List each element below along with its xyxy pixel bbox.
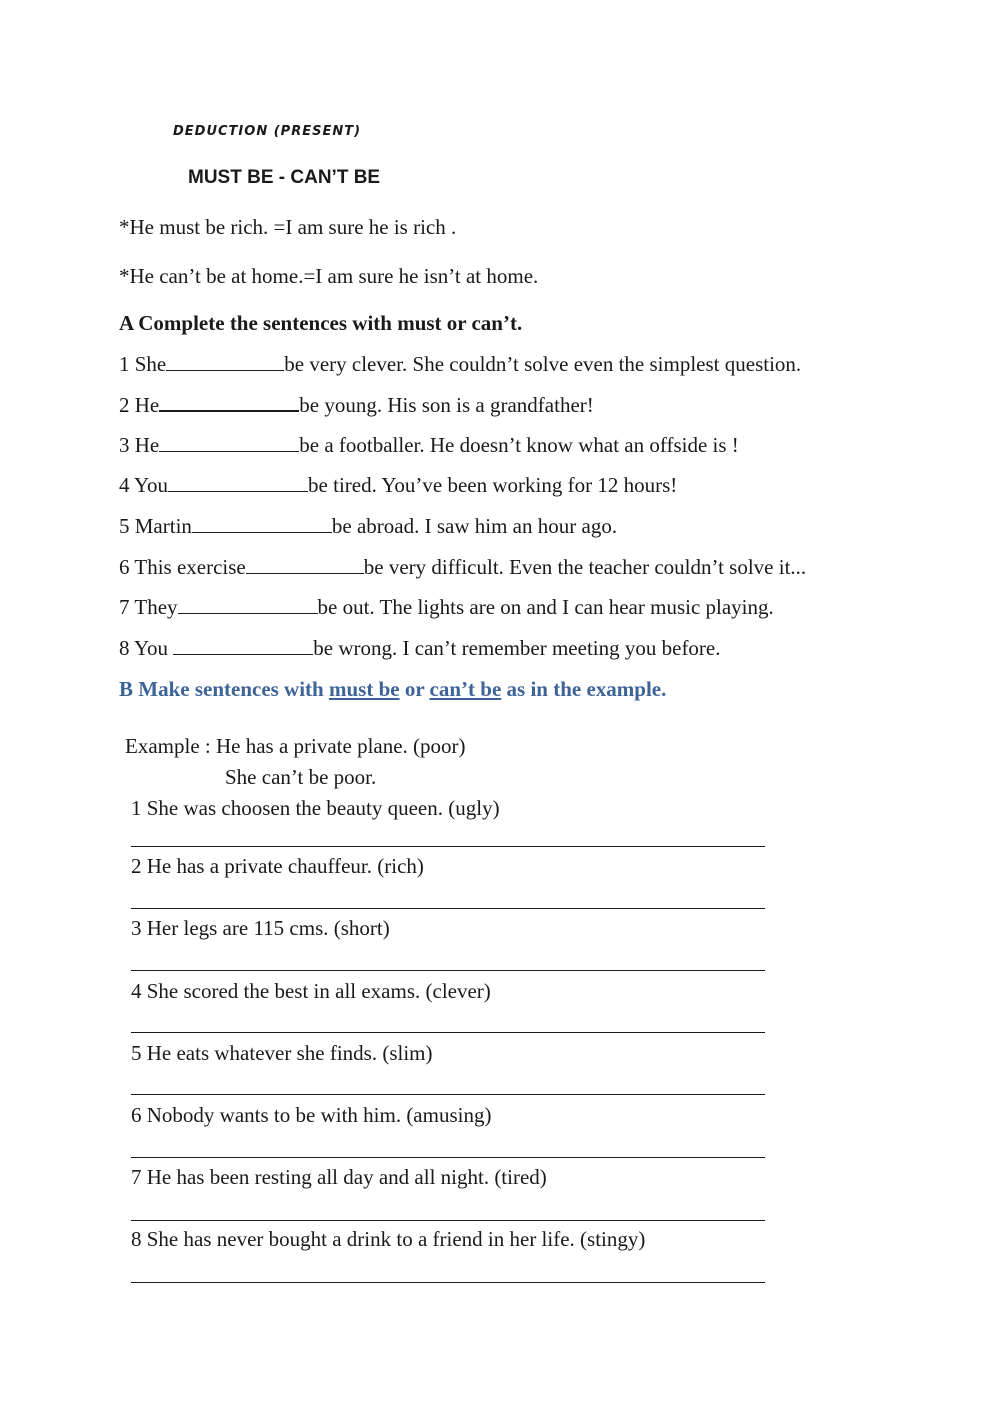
worksheet-title: DEDUCTION (PRESENT): [173, 124, 362, 139]
exercise-a-item-7: [119, 595, 774, 620]
item-text-before: 1 She: [119, 352, 167, 376]
example-answer: She can’t be poor.: [225, 765, 377, 789]
keyword-must-be: must be: [328, 677, 400, 701]
item-text-after: be out. The lights are on and I can hear music playing.: [317, 595, 774, 619]
heading-start: B Make sentences with: [119, 677, 329, 701]
answer-blank[interactable]: [192, 514, 332, 533]
exercise-a-item-4: [119, 473, 677, 498]
item-text-before: 2 He: [119, 393, 160, 417]
item-text-after: be very clever. She couldn’t solve even the simplest question.: [284, 352, 802, 376]
exercise-b-item-2: 2 He has a private chauffeur. (rich): [131, 854, 424, 878]
item-text-before: 5 Martin: [119, 514, 192, 538]
grammar-example-must: *He must be rich. =I am sure he is rich .: [119, 215, 457, 239]
item-text-before: 6 This exercise: [119, 555, 246, 579]
section-a-heading: A Complete the sentences with must or can’t.: [119, 311, 523, 335]
item-text-before: 3 He: [119, 433, 160, 457]
answer-blank[interactable]: [178, 595, 318, 614]
answer-line-3[interactable]: [131, 970, 765, 971]
answer-line-1[interactable]: [131, 846, 765, 847]
example-prompt: Example : He has a private plane. (poor): [125, 734, 466, 758]
answer-line-4[interactable]: [131, 1032, 765, 1033]
exercise-b-item-7: 7 He has been resting all day and all night. (tired): [131, 1165, 547, 1189]
worksheet-subtitle: MUST BE - CAN’T BE: [188, 167, 381, 188]
answer-blank[interactable]: [246, 555, 364, 574]
exercise-b-item-8: 8 She has never bought a drink to a friend in her life. (stingy): [131, 1227, 646, 1251]
heading-mid: or: [399, 677, 430, 701]
answer-blank[interactable]: [173, 636, 313, 655]
exercise-a-item-5: [119, 514, 617, 539]
exercise-b-item-5: 5 He eats whatever she finds. (slim): [131, 1041, 433, 1065]
exercise-a-item-1: [119, 352, 801, 377]
answer-line-8[interactable]: [131, 1282, 765, 1283]
exercise-a-item-8: [119, 636, 721, 661]
item-text-after: be very difficult. Even the teacher couldn’t solve it...: [363, 555, 807, 579]
item-text-before: 8 You: [119, 636, 174, 660]
item-text-before: 7 They: [119, 595, 178, 619]
item-text-after: be wrong. I can’t remember meeting you before.: [313, 636, 721, 660]
exercise-a-item-3: [119, 433, 739, 458]
exercise-b-item-4: 4 She scored the best in all exams. (clever): [131, 979, 491, 1003]
item-text-after: be a footballer. He doesn’t know what an offside is !: [299, 433, 739, 457]
answer-blank[interactable]: [168, 473, 308, 492]
exercise-a-item-2: [119, 392, 594, 418]
answer-blank[interactable]: [159, 433, 299, 452]
answer-blank[interactable]: [166, 352, 284, 371]
exercise-a-item-6: [119, 555, 806, 580]
answer-line-2[interactable]: [131, 908, 765, 909]
answer-line-7[interactable]: [131, 1220, 765, 1221]
section-b-heading: [119, 677, 666, 702]
item-text-after: be abroad. I saw him an hour ago.: [331, 514, 618, 538]
item-text-after: be young. His son is a grandfather!: [299, 393, 594, 417]
answer-line-6[interactable]: [131, 1157, 765, 1158]
grammar-example-cant: *He can’t be at home.=I am sure he isn’t at home.: [119, 264, 539, 288]
heading-end: as in the example.: [501, 677, 667, 701]
exercise-b-item-1: 1 She was choosen the beauty queen. (ugly): [131, 796, 500, 820]
answer-blank[interactable]: [159, 392, 299, 412]
exercise-b-item-6: 6 Nobody wants to be with him. (amusing): [131, 1103, 492, 1127]
item-text-after: be tired. You’ve been working for 12 hours!: [308, 473, 678, 497]
item-text-before: 4 You: [119, 473, 169, 497]
exercise-b-item-3: 3 Her legs are 115 cms. (short): [131, 916, 390, 940]
keyword-cant-be: can’t be: [429, 677, 502, 701]
answer-line-5[interactable]: [131, 1094, 765, 1095]
